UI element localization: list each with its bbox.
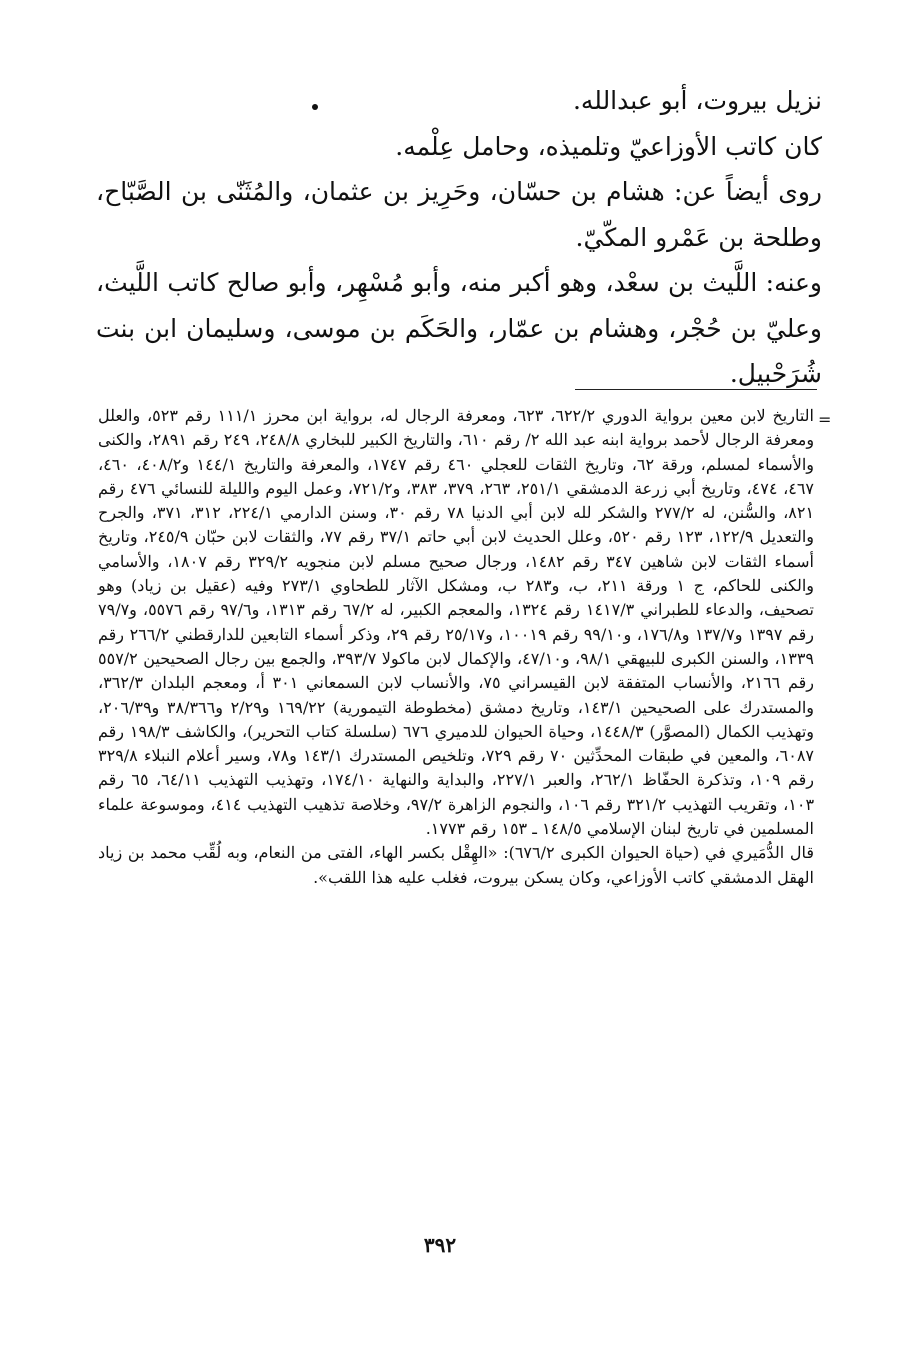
page-number: ٣٩٢ xyxy=(423,1233,457,1257)
footnote-damiri-note: قال الدُّمَيري في (حياة الحيوان الكبرى ٦٧٦/٢): «الهِقْل بكسر الهاء، الفتى من النعام، وبه لُقِّب محمد بن زياد الهقل الدمشقي كاتب الأوزاعي، وكان يسكن بيروت، فغلب عليه هذا اللقب». xyxy=(98,843,815,887)
footnote-continuation-mark: = xyxy=(818,410,832,429)
main-paragraph-4: وعنه: اللَّيث بن سعْد، وهو أكبر منه، وأبو مُسْهِر، وأبو صالح كاتب اللَّيث، وعليّ بن حُجْر، وهشام بن عمّار، والحَكَم بن موسى، وسليمان ابن بنت شُرَحْبيل. xyxy=(96,268,822,388)
biography-text xyxy=(96,78,822,397)
main-paragraph-2: كان كاتب الأوزاعيّ وتلميذه، وحامل عِلْمه. xyxy=(395,131,822,161)
main-paragraph-1: نزيل بيروت، أبو عبدالله. xyxy=(572,86,822,115)
main-paragraph-3: روى أيضاً عن: هشام بن حسّان، وحَرِيز بن عثمان، والمُثَنّى بن الصَّبّاح، وطلحة بن عَمْرو المكّيّ. xyxy=(96,177,822,252)
footnotes-section xyxy=(98,404,814,890)
footnote-sources: التاريخ لابن معين برواية الدوري ٦٢٢/٢، ٦٢٣، ومعرفة الرجال له، برواية ابن محرز ١١١/١ رقم ٥٢٣، والعلل ومعرفة الرجال لأحمد برواية ابنه عبد الله ٢/ رقم ٦١٠، والتاريخ الكبير للبخاري ٢٤٨/٨، ٢٤٩ رقم ٢٨٩١، والكنى والأسماء لمسلم، ورقة ٦٢، وتاريخ الثقات للعجلي ٤٦٠ رقم ١٧٤٧، والمعرفة والتاريخ ١٤٤/١ و٤٠٨/٢، ٤٦٠، ٤٦٧، ٤٧٤، وتاريخ أبي زرعة الدمشقي ٢٥١/١، ٢٦٣، ٣٧٩، ٣٨٣، و٧٢١/٢، وعمل اليوم والليلة للنسائي ٤٧٦ رقم ٨٢١، والسُّنن، له ٢٧٧/٢ والشكر لله لابن أبي الدنيا ٧٨ رقم ٣٠، وسنن الدارمي ٢٢٤/١، ٣١٢، ٣٧١، والجرح والتعديل ١٢٢/٩، ١٢٣ رقم ٥٢٠، وعلل الحديث لابن أبي حاتم ٣٧/١ رقم ٧٧، والثقات لابن حبّان ٢٤٥/٩، وتاريخ أسماء الثقات لابن شاهين ٣٤٧ رقم ١٤٨٢، ورجال صحيح مسلم لابن منجويه ٣٢٩/٢ رقم ١٨٠٧، والأسامي والكنى للحاكم، ج ١ ورقة ٢١١، ب، و٢٨٣ ب، ومشكل الآثار للطحاوي ٢٧٣/١ وفيه (عقيل بن زياد) وهو تصحيف، والدعاء للطبراني ١٤١٧/٣ رقم ١٣٢٤، والمعجم الكبير، له ٦٧/٢ رقم ١٣١٣، و٩٧/٦ رقم ٥٥٧٦، و٧٩/٧ رقم ١٣٩٧ و١٣٧/٧ و١٧٦/٨، و٩٩/١٠ رقم ١٠٠١٩، و٢٥/١٧ رقم ٢٩، وذكر أسماء التابعين للدارقطني ٢٦٦/٢ رقم ١٣٣٩، والسنن الكبرى للبيهقي ٩٨/١، و٤٧/١٠، والإكمال لابن ماكولا ٣٩٣/٧، والجمع بين رجال الصحيحين ٥٥٧/٢ رقم ٢١٦٦، والأنساب المتفقة لابن القيسراني ٧٥، والأنساب لابن السمعاني ٣٠١ أ، ومعجم البلدان ٣٦٢/٣، والمستدرك على الصحيحين ١٤٣/١، وتاريخ دمشق (مخطوطة التيمورية) ١٦٩/٢٢ و٢/٢٩ و٣٨/٣٦٦ و٢٠٦/٣٩، وتهذيب الكمال (المصوَّر) ١٤٤٨/٣، وحياة الحيوان للدميري ٦٧٦ (سلسلة كتاب التحرير)، والكاشف ١٩٨/٣ رقم ٦٠٨٧، والمعين في طبقات المحدِّثين ٧٠ رقم ٧٢٩، وتلخيص المستدرك ١٤٣/١ و٧٨، وسير أعلام النبلاء ٣٢٩/٨ رقم ١٠٩، وتذكرة الحفّاظ ٢٦٢/١، والعبر ٢٢٧/١، والبداية والنهاية ١٧٤/١٠، وتهذيب التهذيب ٦٤/١١، ٦٥ رقم ١٠٣، وتقريب التهذيب ٣٢١/٢ رقم ١٠٦، والنجوم الزاهرة ٩٧/٢، وخلاصة تذهيب التهذيب ٤١٤، وموسوعة علماء المسلمين في تاريخ لبنان الإسلامي ١٤٨/٥ ـ ١٥٣ رقم ١٧٧٣. xyxy=(98,406,815,839)
footnote-separator xyxy=(575,389,817,390)
